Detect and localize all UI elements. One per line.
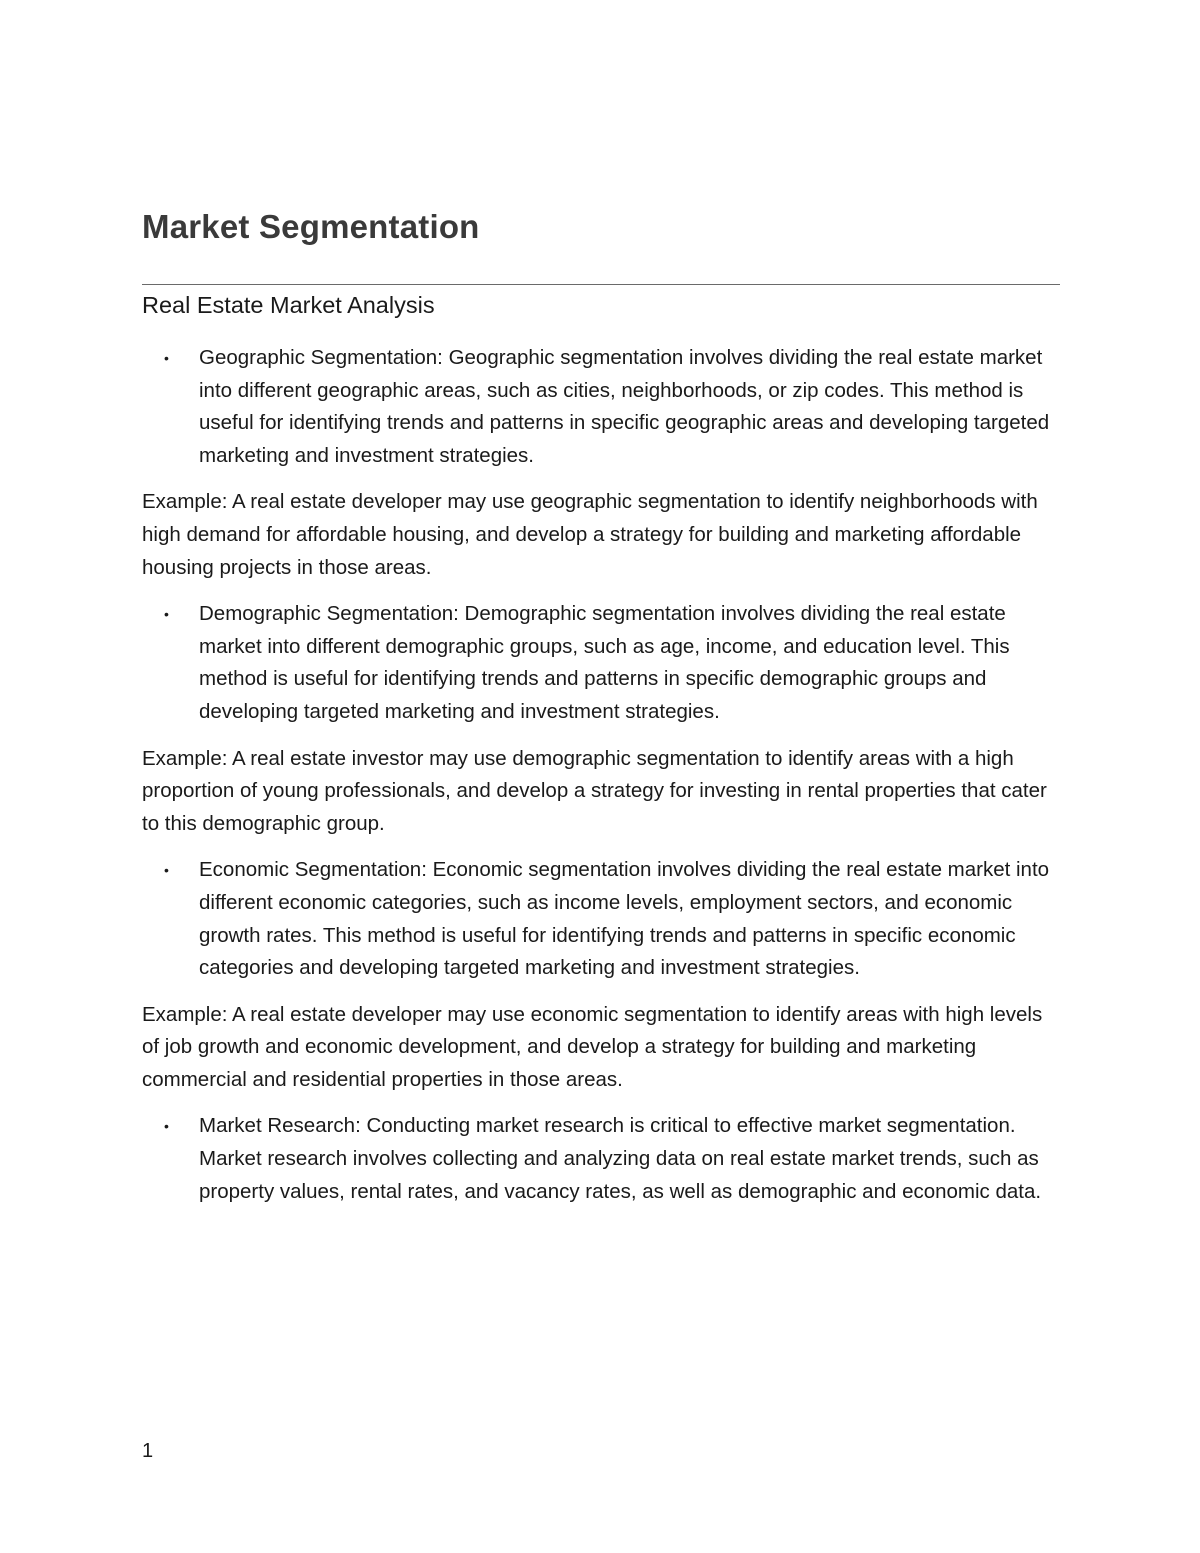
bullet-list: [142, 854, 1060, 984]
bullet-item-market-research: [142, 1110, 1060, 1208]
bullet-item-economic: [142, 854, 1060, 984]
document-title: Market Segmentation: [142, 208, 480, 245]
bullet-icon: •: [164, 862, 169, 879]
page-number: 1: [142, 1440, 154, 1462]
title-divider: [142, 284, 1060, 285]
section-heading: Real Estate Market Analysis: [142, 292, 435, 318]
bullet-text: Demographic Segmentation: Demographic segmentation involves dividing the real estate market into different demographic groups, such as age, income, and education level. This method is useful for identifying trends and patterns in specific demographic groups and developing targeted marketing and investment strategies.: [199, 602, 1010, 723]
bullet-icon: •: [164, 1118, 169, 1135]
bullet-text: Economic Segmentation: Economic segmentation involves dividing the real estate market into different economic categories, such as income levels, employment sectors, and economic growth rates. This method is useful for identifying trends and patterns in specific economic categories and developing targeted marketing and investment strategies.: [199, 858, 1050, 980]
bullet-item-demographic: [142, 598, 1060, 728]
bullet-text: Geographic Segmentation: Geographic segmentation involves dividing the real estate market into different geographic areas, such as cities, neighborhoods, or zip codes. This method is useful for identifying trends and patterns in specific geographic areas and developing targeted marketing and investment strategies.: [199, 346, 1050, 467]
bullet-list: [142, 598, 1060, 728]
example-paragraph: Example: A real estate investor may use demographic segmentation to identify areas with a high proportion of young professionals, and develop a strategy for investing in rental properties that cater to this demographic group.: [142, 746, 1047, 835]
bullet-list: [142, 342, 1060, 472]
example-paragraph: Example: A real estate developer may use geographic segmentation to identify neighborhoods with high demand for affordable housing, and develop a strategy for building and marketing affordable housing projects in those areas.: [142, 490, 1038, 579]
bullet-text: Market Research: Conducting market research is critical to effective market segmentation. Market research involves collecting and analyzing data on real estate market trends, such as property values, rental rates, and vacancy rates, as well as demographic and economic data.: [199, 1114, 1042, 1203]
bullet-list: [142, 1110, 1060, 1208]
document-body: [142, 342, 1060, 1222]
bullet-item-geographic: [142, 342, 1060, 472]
bullet-icon: •: [164, 350, 169, 366]
bullet-icon: •: [164, 606, 169, 623]
example-paragraph: Example: A real estate developer may use economic segmentation to identify areas with high levels of job growth and economic development, and develop a strategy for building and marketing commercial and residential properties in those areas.: [142, 1002, 1043, 1091]
